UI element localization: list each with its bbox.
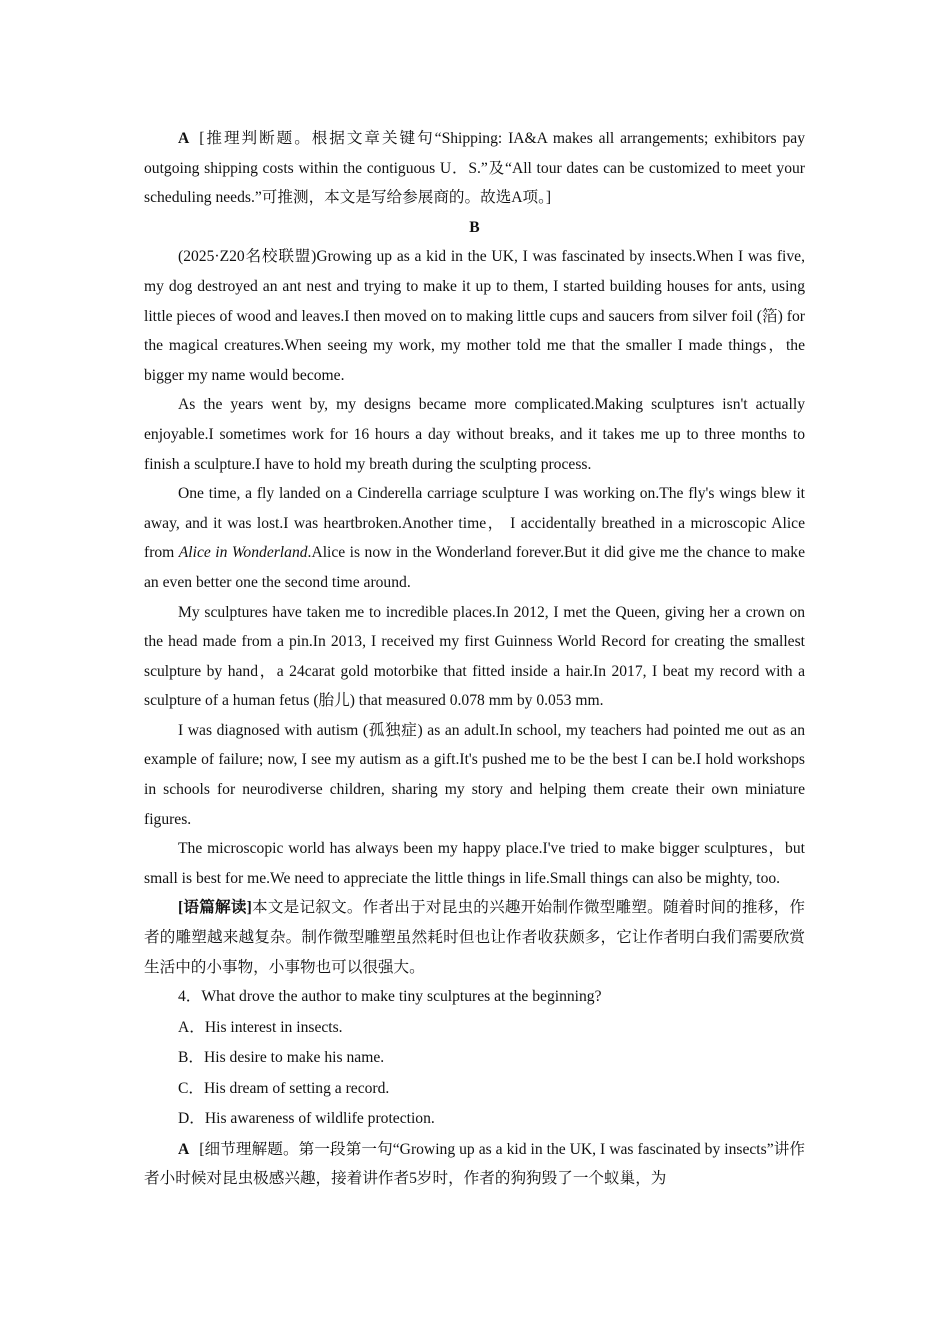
- question-4-option-b: B．His desire to make his name.: [178, 1049, 385, 1067]
- passage-paragraph-4: My sculptures have taken me to incredible places.In 2012, I met the Queen, giving her a crown on the head made from a pin.In 2013, I received my first Guinness World Record for creating the smallest sculpture by hand，a 24carat gold motorbike that fitted inside a hair.In 2017, I beat my record with a sculpture of a human fetus (胎儿) that measured 0.078 mm by 0.053 mm.: [144, 603, 805, 710]
- passage-paragraph-5: I was diagnosed with autism (孤独症) as an adult.In school, my teachers had pointed me out as an example of failure; now, I see my autism as a gift.It's pushed me to be the best I can be.I hold workshops in schools for neurodiverse children, sharing my story and helping them create their own miniature figures.: [144, 721, 805, 828]
- book-title-alice: Alice in Wonderland: [178, 544, 308, 562]
- discourse-analysis-text: 本文是记叙文。作者出于对昆虫的兴趣开始制作微型雕塑。随着时间的推移，作者的雕塑越来越复杂。制作微型雕塑虽然耗时但也让作者收获颇多，它让作者明白我们需要欣赏生活中的小事物，小事物也可以很强大。: [144, 899, 805, 976]
- answer-4-explanation: [细节理解题。第一段第一句“Growing up as a kid in the UK, I was fascinated by insects”讲作者小时候对昆虫极感兴趣，接着讲作者5岁时，作者的狗狗毁了一个蚁巢，为: [144, 1140, 805, 1188]
- section-label-b: B: [469, 218, 480, 236]
- discourse-analysis-label: [语篇解读]: [178, 899, 252, 917]
- answer-4-letter: A: [178, 1140, 190, 1158]
- passage-paragraph-6: The microscopic world has always been my happy place.I've tried to make bigger sculptures，but small is best for me.We need to appreciate the little things in life.Small things can also be mighty, too.: [144, 840, 805, 887]
- discourse-analysis: [144, 893, 805, 982]
- question-4-option-a: A．His interest in insects.: [178, 1018, 343, 1036]
- passage-paragraph-1: (2025·Z20名校联盟)Growing up as a kid in the UK, I was fascinated by insects.When I was five, my dog destroyed an ant nest and trying to make it up to them, I started building houses for ants, using little pieces of wood and leaves.I then moved on to making little cups and saucers from silver foil (箔) for the magical creatures.When seeing my work, my mother told me that the smaller I made things，the bigger my name would become.: [144, 248, 805, 384]
- passage-paragraph-3-part-b: .Alice is now in the Wonderland forever.But it did give me the chance to make an even better one the second time around.: [144, 544, 805, 591]
- passage-paragraph-2: As the years went by, my designs became more complicated.Making sculptures isn't actually enjoyable.I sometimes work for 16 hours a day without breaks, and it takes me up to three months to finish a sculpture.I have to hold my breath during the sculpting process.: [144, 396, 805, 473]
- answer-4-paragraph: [144, 1135, 805, 1194]
- answer-3-paragraph: [144, 124, 805, 213]
- passage-paragraph-3-part-a: One time, a fly landed on a Cinderella carriage sculpture I was working on.The fly's wings blew it away, and it was lost.I was heartbroken.Another time， I accidentally breathed in a microscopic Alice from: [144, 485, 805, 562]
- question-4-option-c: C．His dream of setting a record.: [178, 1079, 390, 1097]
- question-4-stem: 4．What drove the author to make tiny sculptures at the beginning?: [178, 988, 602, 1006]
- question-4-option-d: D．His awareness of wildlife protection.: [178, 1110, 435, 1128]
- passage-paragraph-3: [144, 479, 805, 597]
- answer-3-letter: A: [178, 130, 190, 147]
- answer-3-explanation: [推理判断题。根据文章关键句“Shipping: IA&A makes all arrangements; exhibitors pay outgoing shipping costs within the contiguous U．S.”及“All tour dates can be customized to meet your scheduling needs.”可推测，本文是写给参展商的。故选A项。]: [144, 130, 805, 207]
